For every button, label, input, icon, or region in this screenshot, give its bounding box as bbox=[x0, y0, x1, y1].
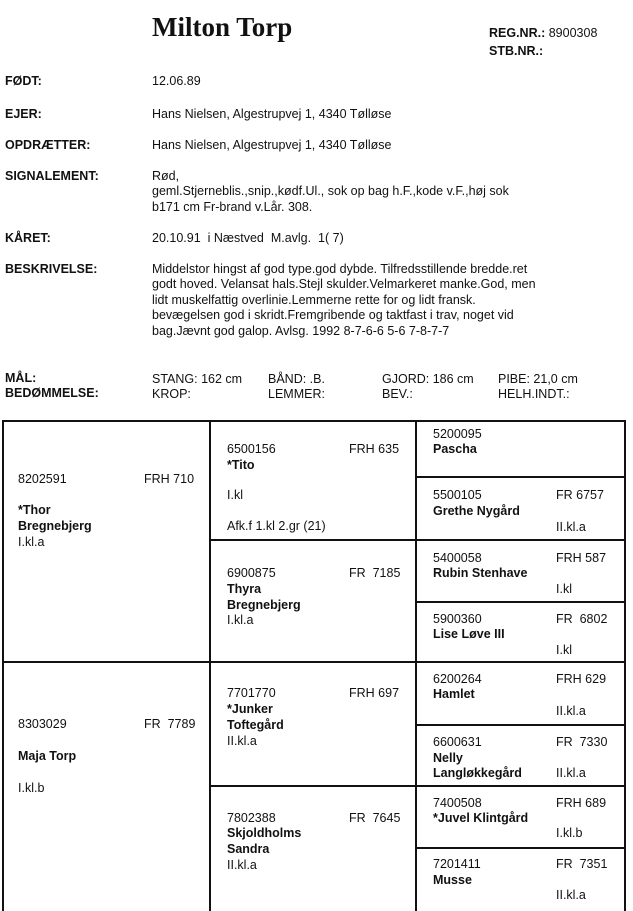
ss-name: *Tito bbox=[227, 458, 255, 472]
ssd-reg: FR 6757 bbox=[556, 488, 604, 502]
ds-name: *Junker bbox=[227, 702, 273, 716]
sdd-grade: I.kl bbox=[556, 643, 572, 657]
ssd-nr: 5500105 bbox=[433, 488, 482, 502]
fodt-value: 12.06.89 bbox=[152, 74, 201, 88]
gjord-value: GJORD: 186 cm bbox=[382, 372, 474, 386]
dsd-reg: FR 7330 bbox=[556, 735, 608, 749]
reg-nr bbox=[489, 26, 597, 40]
bev-label: BEV.: bbox=[382, 387, 413, 401]
col-divider-1 bbox=[209, 420, 211, 911]
dss-reg: FRH 629 bbox=[556, 672, 607, 686]
row-divider-c3b bbox=[415, 601, 626, 603]
sss-nr: 5200095 bbox=[433, 427, 482, 441]
beskrivelse-line: godt hoved. Velansat hals.Stejl skulder.Velmarkeret manke.God, men bbox=[152, 277, 536, 292]
band-value: BÅND: .B. bbox=[268, 372, 325, 386]
dd-nr: 7802388 bbox=[227, 811, 276, 825]
row-divider-c3c bbox=[415, 724, 626, 726]
sd-name: Thyra bbox=[227, 582, 262, 596]
row-divider-c2a bbox=[209, 539, 626, 541]
ss-note: Afk.f 1.kl 2.gr (21) bbox=[227, 519, 326, 533]
helh-label: HELH.INDT.: bbox=[498, 387, 570, 401]
karet-label: KÅRET: bbox=[5, 231, 51, 245]
sds-name: Rubin Stenhave bbox=[433, 566, 528, 580]
horse-name-title: Milton Torp bbox=[152, 12, 293, 42]
krop-label: KROP: bbox=[152, 387, 191, 401]
border-top bbox=[2, 420, 626, 422]
reg-nr-value: 8900308 bbox=[548, 26, 598, 40]
dds-name: *Juvel Klintgård bbox=[433, 811, 529, 825]
beskrivelse-line: bevægelsen god i skridt.Fremgribende og taktfast i trav, noget vid bbox=[152, 308, 514, 323]
beskrivelse-label: BESKRIVELSE: bbox=[5, 262, 98, 276]
karet-value: 20.10.91 i Næstved M.avlg. 1( 7) bbox=[152, 231, 344, 245]
row-divider-c3d bbox=[415, 847, 626, 849]
ds-name-2: Toftegård bbox=[227, 718, 284, 732]
dd-name-2: Sandra bbox=[227, 842, 270, 856]
beskrivelse-line: Middelstor hingst af god type.god dybde. Tilfredsstillende bredde.ret bbox=[152, 262, 528, 276]
dsd-grade: II.kl.a bbox=[556, 766, 586, 780]
opdraetter-value: Hans Nielsen, Algestrupvej 1, 4340 Tølløse bbox=[152, 138, 392, 152]
ddd-grade: II.kl.a bbox=[556, 888, 586, 902]
dds-nr: 7400508 bbox=[433, 796, 482, 810]
pedigree-table bbox=[2, 420, 626, 911]
dam-grade: I.kl.b bbox=[18, 781, 45, 795]
sdd-nr: 5900360 bbox=[433, 612, 482, 626]
dsd-name: Nelly bbox=[433, 751, 463, 765]
ds-nr: 7701770 bbox=[227, 686, 276, 700]
stb-nr-label: STB.NR.: bbox=[489, 44, 544, 58]
ejer-label: EJER: bbox=[5, 107, 42, 121]
bedommelse-label: BEDØMMELSE: bbox=[5, 386, 99, 400]
signalement-line: Rød, bbox=[152, 169, 180, 183]
sd-reg: FR 7185 bbox=[349, 566, 401, 580]
ss-grade: I.kl bbox=[227, 488, 243, 502]
stb-nr bbox=[489, 44, 543, 58]
sdd-name: Lise Løve III bbox=[433, 627, 505, 641]
sdd-reg: FR 6802 bbox=[556, 612, 608, 626]
ddd-name: Musse bbox=[433, 873, 472, 887]
sds-grade: I.kl bbox=[556, 582, 572, 596]
border-left bbox=[2, 420, 4, 911]
ddd-nr: 7201411 bbox=[433, 857, 481, 871]
signalement-label: SIGNALEMENT: bbox=[5, 169, 99, 183]
row-divider-c2b bbox=[209, 785, 626, 787]
dam-reg: FR 7789 bbox=[144, 717, 196, 731]
row-divider-main bbox=[2, 661, 626, 663]
sds-reg: FRH 587 bbox=[556, 551, 607, 565]
sire-name-2: Bregnebjerg bbox=[18, 519, 92, 533]
dsd-name-2: Langløkkegård bbox=[433, 766, 522, 780]
beskrivelse-value bbox=[152, 262, 592, 339]
ss-reg: FRH 635 bbox=[349, 442, 400, 456]
ssd-grade: II.kl.a bbox=[556, 520, 586, 534]
dsd-nr: 6600631 bbox=[433, 735, 482, 749]
dss-nr: 6200264 bbox=[433, 672, 482, 686]
dss-name: Hamlet bbox=[433, 687, 475, 701]
dam-nr: 8303029 bbox=[18, 717, 67, 731]
beskrivelse-line: lidt muskelfattig overlinie.Lemmerne rette for og lidt fransk. bbox=[152, 292, 476, 307]
sd-nr: 6900875 bbox=[227, 566, 276, 580]
col-divider-2 bbox=[415, 420, 417, 911]
sss-name: Pascha bbox=[433, 442, 477, 456]
sire-nr: 8202591 bbox=[18, 472, 67, 486]
signalement-line: b171 cm Fr-brand v.Lår. 308. bbox=[152, 199, 313, 214]
sd-name-2: Bregnebjerg bbox=[227, 598, 301, 612]
dd-name: Skjoldholms bbox=[227, 826, 302, 840]
sire-name: *Thor bbox=[18, 503, 51, 517]
lemmer-label: LEMMER: bbox=[268, 387, 325, 401]
ds-grade: II.kl.a bbox=[227, 734, 257, 748]
sds-nr: 5400058 bbox=[433, 551, 482, 565]
border-right bbox=[624, 420, 626, 911]
ejer-value: Hans Nielsen, Algestrupvej 1, 4340 Tølløse bbox=[152, 107, 392, 121]
ddd-reg: FR 7351 bbox=[556, 857, 608, 871]
sd-grade: I.kl.a bbox=[227, 613, 254, 627]
dd-reg: FR 7645 bbox=[349, 811, 401, 825]
sire-reg: FRH 710 bbox=[144, 472, 195, 486]
dds-grade: I.kl.b bbox=[556, 826, 583, 840]
mal-label: MÅL: bbox=[5, 371, 37, 385]
dam-name: Maja Torp bbox=[18, 749, 77, 763]
dds-reg: FRH 689 bbox=[556, 796, 607, 810]
stang-value: STANG: 162 cm bbox=[152, 372, 243, 386]
dd-grade: II.kl.a bbox=[227, 858, 257, 872]
ss-nr: 6500156 bbox=[227, 442, 276, 456]
signalement-value bbox=[152, 169, 592, 215]
pibe-value: PIBE: 21,0 cm bbox=[498, 372, 578, 386]
beskrivelse-line: bag.Jævnt god galop. Avlsg. 1992 8-7-6-6 5-6 7-8-7-7 bbox=[152, 323, 450, 338]
ds-reg: FRH 697 bbox=[349, 686, 400, 700]
ssd-name: Grethe Nygård bbox=[433, 504, 520, 518]
opdraetter-label: OPDRÆTTER: bbox=[5, 138, 91, 152]
reg-nr-label: REG.NR.: bbox=[489, 26, 546, 40]
row-divider-c3a bbox=[415, 476, 626, 478]
signalement-line: geml.Stjerneblis.,snip.,kødf.Ul., sok op bag h.F.,kode v.F.,høj sok bbox=[152, 184, 509, 199]
sire-grade: I.kl.a bbox=[18, 535, 45, 549]
fodt-label: FØDT: bbox=[5, 74, 42, 88]
dss-grade: II.kl.a bbox=[556, 704, 586, 718]
